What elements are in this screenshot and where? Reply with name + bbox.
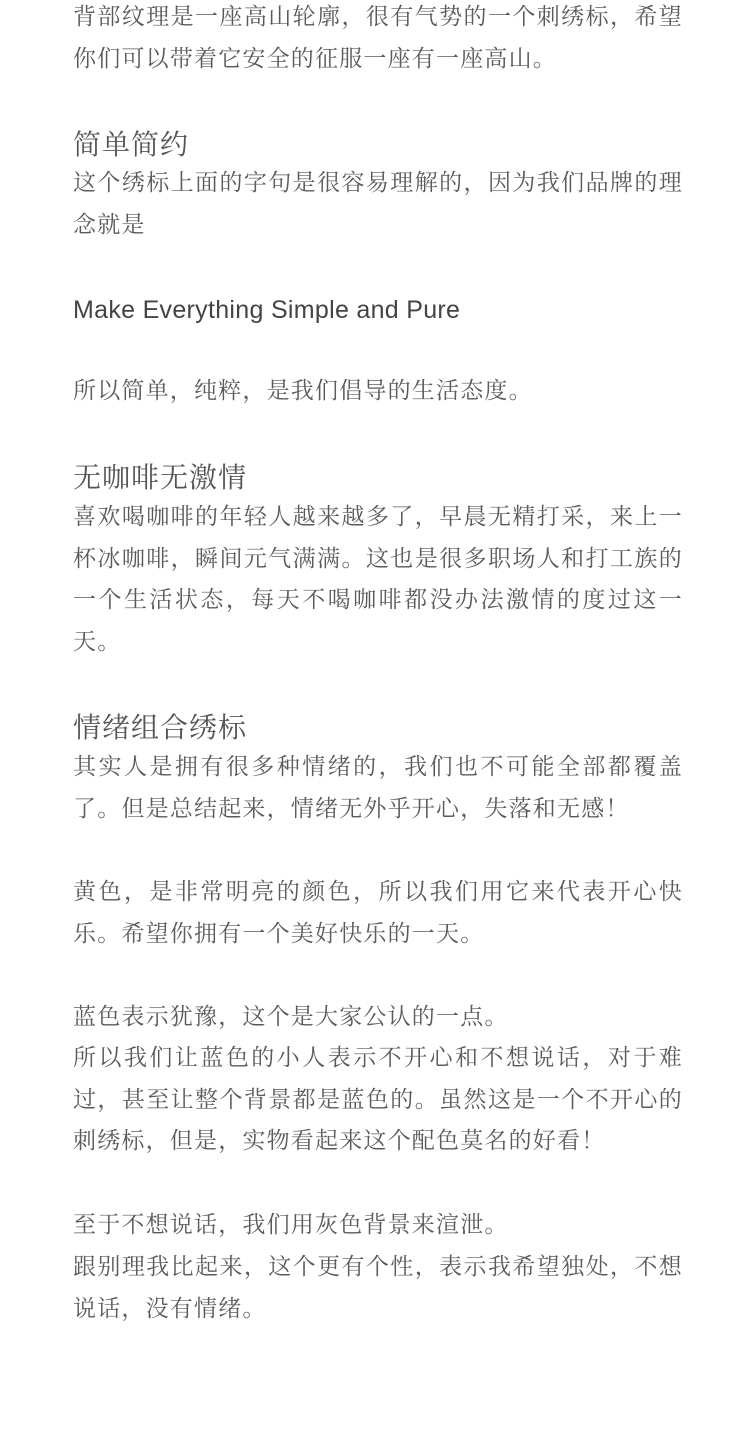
section-heading-emotion: 情绪组合绣标 [73, 711, 248, 744]
coffee-paragraph: 喜欢喝咖啡的年轻人越来越多了，早晨无精打采，来上一杯冰咖啡，瞬间元气满满。这也是很多职场人和打工族的一个生活状态，每天不喝咖啡都没办法激情的度过这一天。 [73, 504, 683, 655]
simple-paragraph-1: 这个绣标上面的字句是很容易理解的，因为我们品牌的理念就是 [73, 170, 683, 238]
emotion-paragraph-blue: 所以我们让蓝色的小人表示不开心和不想说话，对于难过，甚至让整个背景都是蓝色的。虽然这是一个不开心的刺绣标，但是，实物看起来这个配色莫名的好看！ [73, 1045, 683, 1155]
intro-paragraph: 背部纹理是一座高山轮廓，很有气势的一个刺绣标，希望你们可以带着它安全的征服一座有一座高山。 [73, 4, 683, 72]
simple-paragraph-2: 所以简单，纯粹，是我们倡导的生活态度。 [73, 378, 533, 404]
section-heading-simple: 简单简约 [73, 128, 190, 161]
section-heading-coffee: 无咖啡无激情 [73, 461, 248, 494]
emotion-paragraph-blue-intro: 蓝色表示犹豫，这个是大家公认的一点。 [73, 1004, 509, 1030]
emotion-paragraph-1: 其实人是拥有很多种情绪的，我们也不可能全部都覆盖了。但是总结起来，情绪无外乎开心，失落和无感！ [73, 754, 683, 822]
emotion-paragraph-yellow: 黄色，是非常明亮的颜色，所以我们用它来代表开心快乐。希望你拥有一个美好快乐的一天。 [73, 879, 683, 947]
emotion-paragraph-gray: 跟别理我比起来，这个更有个性，表示我希望独处，不想说话，没有情绪。 [73, 1254, 683, 1322]
emotion-paragraph-gray-intro: 至于不想说话，我们用灰色背景来渲泄。 [73, 1212, 509, 1238]
brand-motto: Make Everything Simple and Pure [73, 296, 461, 324]
